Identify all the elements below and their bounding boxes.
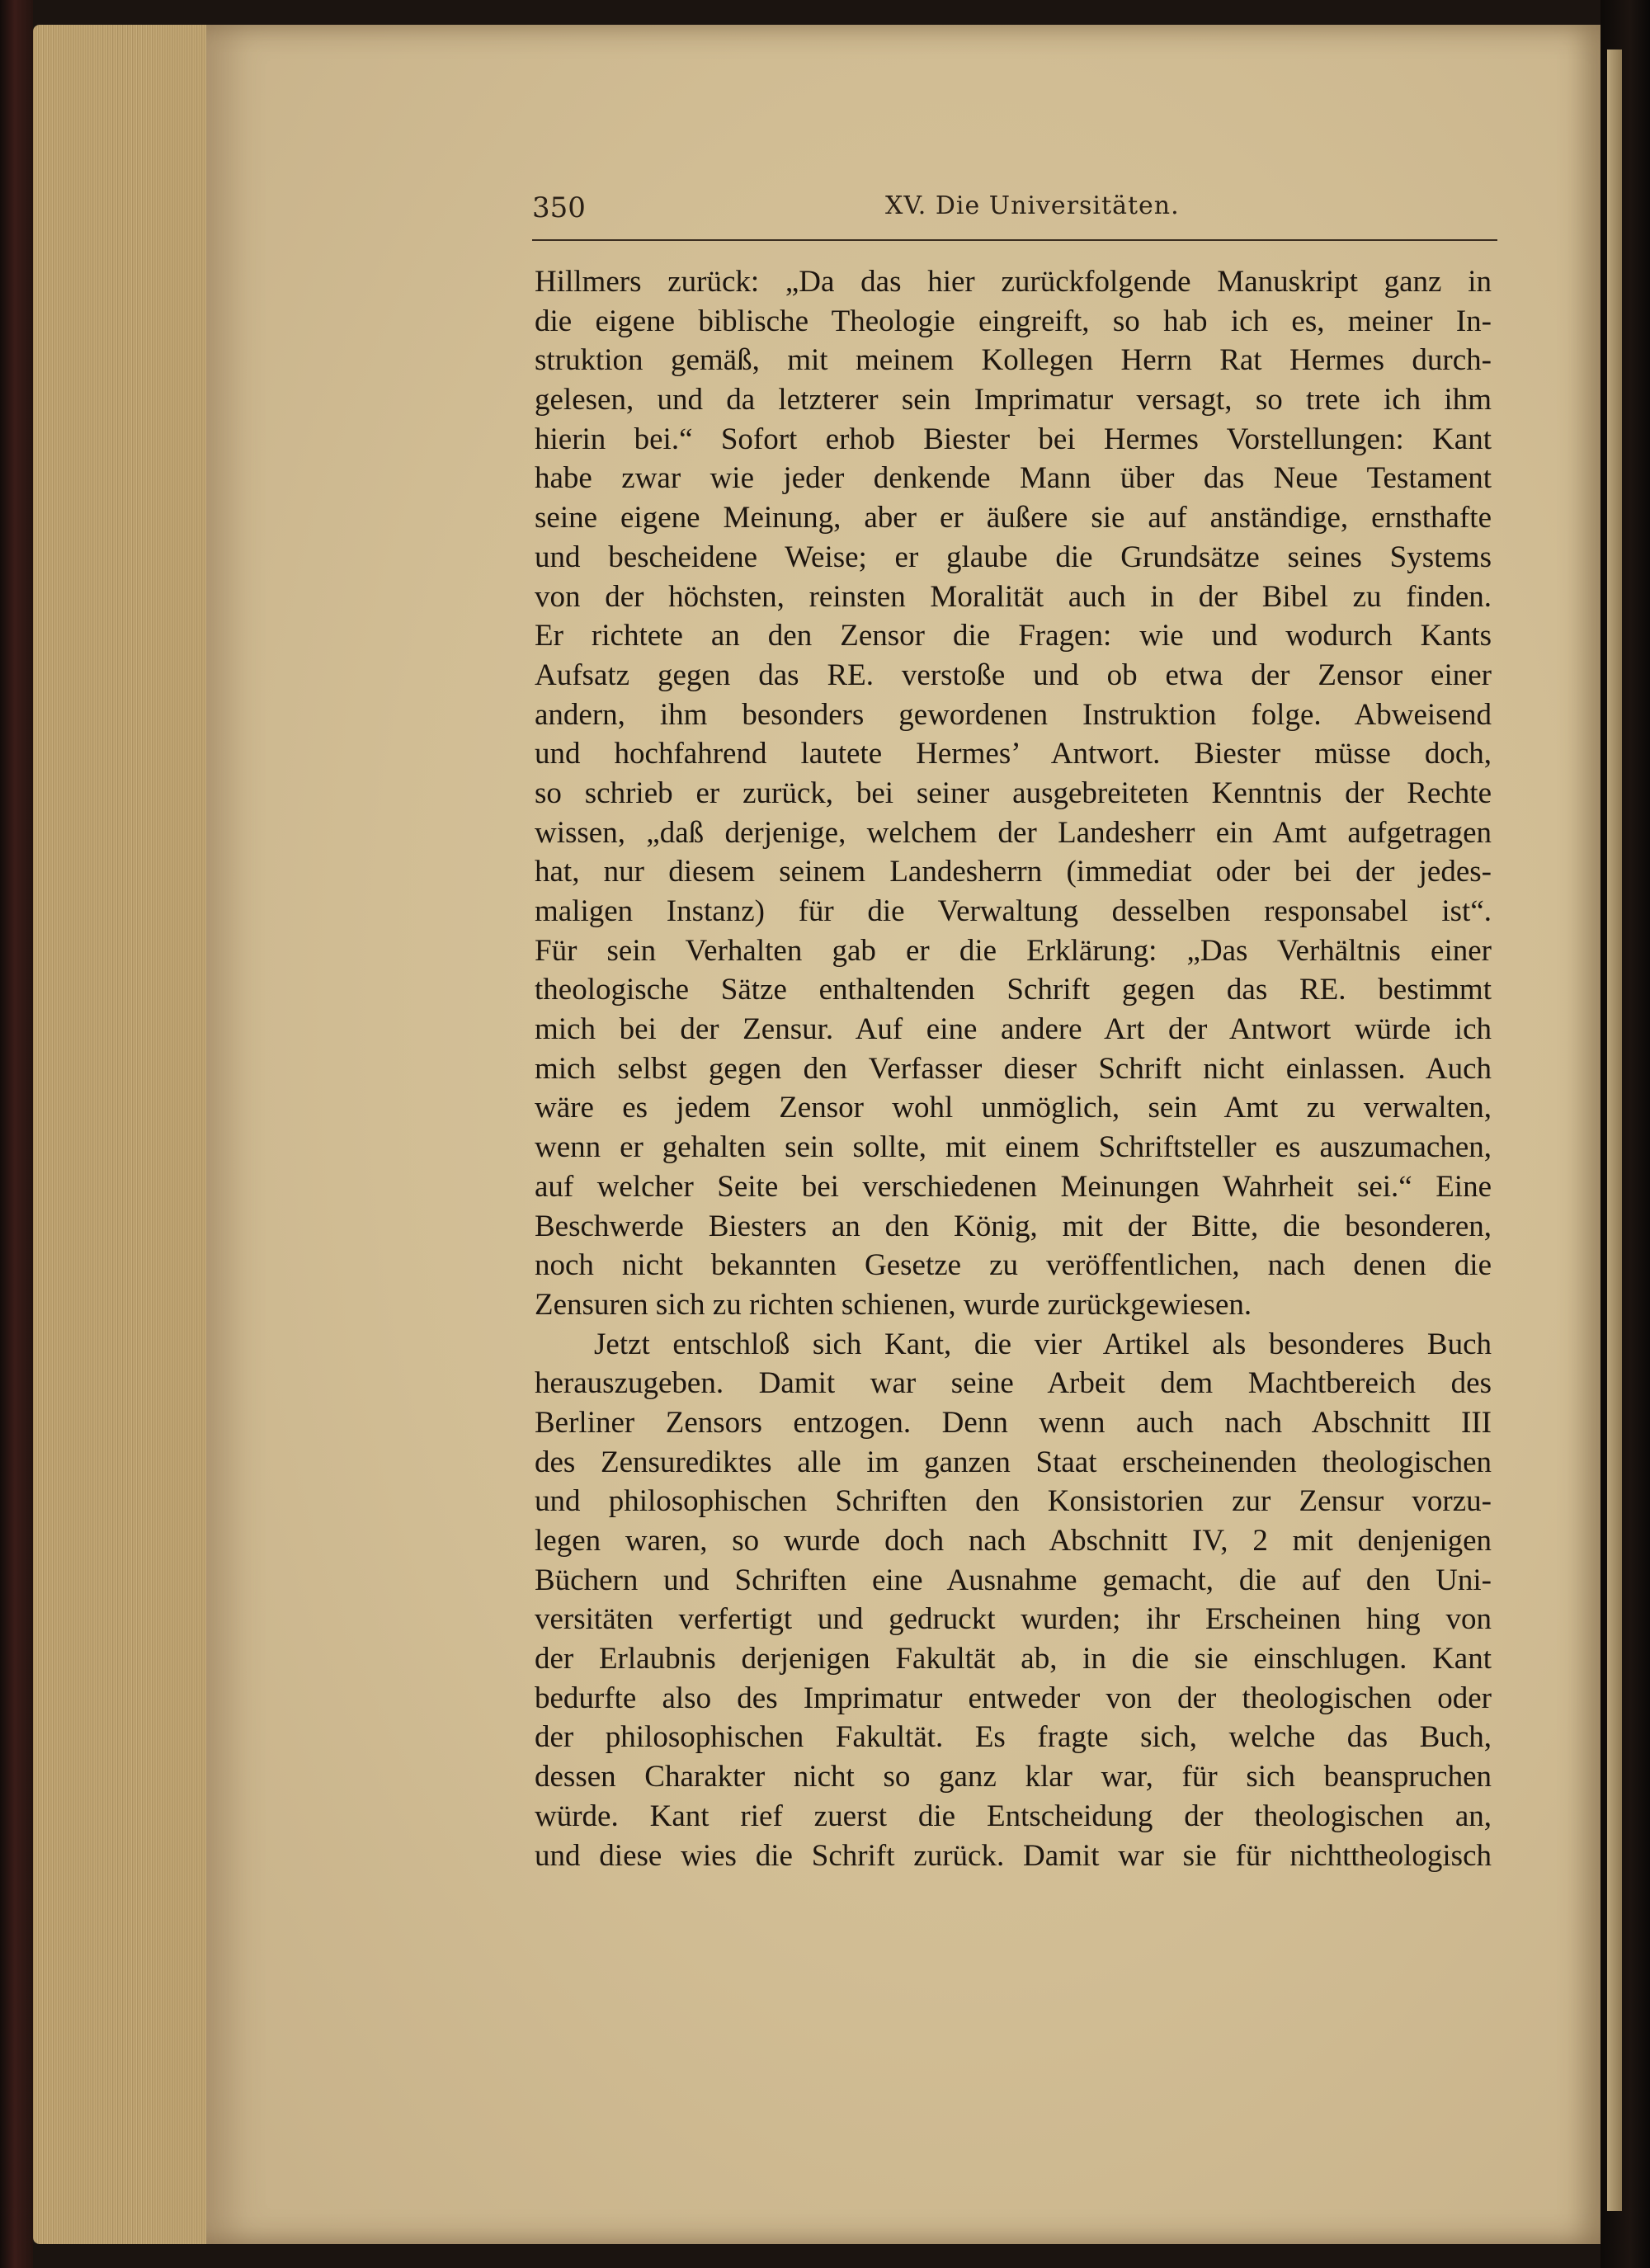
paragraph-end-line: Zensuren sich zu richten schienen, wurde zurückgewiesen.	[535, 1287, 1252, 1322]
text-line: Aufsatz gegen das RE. verstoße und ob etwa der Zensor einer	[535, 658, 1492, 692]
text-line: auf welcher Seite bei verschiedenen Meinungen Wahrheit sei.“ Eine	[535, 1169, 1492, 1204]
text-line: Berliner Zensors entzogen. Denn wenn auch nach Abschnitt III	[535, 1405, 1492, 1440]
text-line: herauszugeben. Damit war seine Arbeit dem Machtbereich des	[535, 1366, 1492, 1401]
text-line: mich bei der Zensur. Auf eine andere Art der Antwort würde ich	[535, 1012, 1492, 1047]
text-line: und bescheidene Weise; er glaube die Grundsätze seines Systems	[535, 540, 1492, 574]
text-line: theologische Sätze enthaltenden Schrift gegen das RE. bestimmt	[535, 973, 1492, 1007]
body-text	[535, 262, 1492, 1875]
facing-page-sliver	[1607, 50, 1622, 2211]
text-line: Hillmers zurück: „Da das hier zurückfolgende Manuskript ganz in	[535, 265, 1492, 299]
text-line: und hochfahrend lautete Hermes’ Antwort. Biester müsse doch,	[535, 737, 1492, 771]
header-rule	[532, 239, 1497, 241]
text-line: würde. Kant rief zuerst die Entscheidung der theologischen an,	[535, 1799, 1492, 1833]
text-line: maligen Instanz) für die Verwaltung desselben responsabel ist“.	[535, 894, 1492, 928]
page-header	[532, 188, 1497, 238]
text-line: hat, nur diesem seinem Landesherrn (immediat oder bei der jedes-	[535, 855, 1492, 889]
running-title: XV. Die Universitäten.	[885, 191, 1180, 220]
text-line: Beschwerde Biesters an den König, mit der Bitte, die besonderen,	[535, 1209, 1492, 1243]
paragraph-start-line: Jetzt entschloß sich Kant, die vier Artikel als besonderes Buch	[594, 1327, 1492, 1361]
book-cover-left-edge	[0, 0, 33, 2268]
text-line: der philosophischen Fakultät. Es fragte sich, welche das Buch,	[535, 1720, 1492, 1755]
text-line: struktion gemäß, mit meinem Kollegen Herrn Rat Hermes durch-	[535, 343, 1492, 378]
text-line: so schrieb er zurück, bei seiner ausgebreiteten Kenntnis der Rechte	[535, 776, 1492, 810]
text-line: wäre es jedem Zensor wohl unmöglich, sein Amt zu verwalten,	[535, 1091, 1492, 1125]
text-line: seine eigene Meinung, aber er äußere sie auf anständige, ernsthafte	[535, 501, 1492, 535]
text-line: und diese wies die Schrift zurück. Damit war sie für nichttheologisch	[535, 1838, 1492, 1873]
text-line: Er richtete an den Zensor die Fragen: wie und wodurch Kants	[535, 619, 1492, 653]
text-line: wenn er gehalten sein sollte, mit einem Schriftsteller es auszumachen,	[535, 1130, 1492, 1165]
text-line: mich selbst gegen den Verfasser dieser Schrift nicht einlassen. Auch	[535, 1051, 1492, 1086]
text-line: hierin bei.“ Sofort erhob Biester bei Hermes Vorstellungen: Kant	[535, 422, 1492, 456]
page-stack-edge	[33, 25, 223, 2244]
text-line: andern, ihm besonders gewordenen Instruktion folge. Abweisend	[535, 697, 1492, 732]
text-line: Büchern und Schriften eine Ausnahme gemacht, die auf den Uni-	[535, 1563, 1492, 1597]
page-number: 350	[532, 191, 586, 224]
text-line: Für sein Verhalten gab er die Erklärung: „Das Verhältnis einer	[535, 933, 1492, 968]
text-line: bedurfte also des Imprimatur entweder von der theologischen oder	[535, 1681, 1492, 1715]
text-line: der Erlaubnis derjenigen Fakultät ab, in die sie einschlugen. Kant	[535, 1642, 1492, 1676]
text-line: dessen Charakter nicht so ganz klar war, für sich beanspruchen	[535, 1760, 1492, 1794]
text-line: legen waren, so wurde doch nach Abschnitt IV, 2 mit denjenigen	[535, 1524, 1492, 1558]
text-line: versitäten verfertigt und gedruckt wurden; ihr Erscheinen hing von	[535, 1602, 1492, 1637]
text-line: habe zwar wie jeder denkende Mann über das Neue Testament	[535, 461, 1492, 496]
text-line: noch nicht bekannten Gesetze zu veröffentlichen, nach denen die	[535, 1248, 1492, 1283]
text-line: des Zensurediktes alle im ganzen Staat erscheinenden theologischen	[535, 1445, 1492, 1479]
text-line: von der höchsten, reinsten Moralität auch in der Bibel zu finden.	[535, 579, 1492, 614]
text-line: und philosophischen Schriften den Konsistorien zur Zensur vorzu-	[535, 1484, 1492, 1519]
text-line: wissen, „daß derjenige, welchem der Landesherr ein Amt aufgetragen	[535, 815, 1492, 850]
text-line: gelesen, und da letzterer sein Imprimatur versagt, so trete ich ihm	[535, 383, 1492, 417]
text-line: die eigene biblische Theologie eingreift, so hab ich es, meiner In-	[535, 304, 1492, 338]
